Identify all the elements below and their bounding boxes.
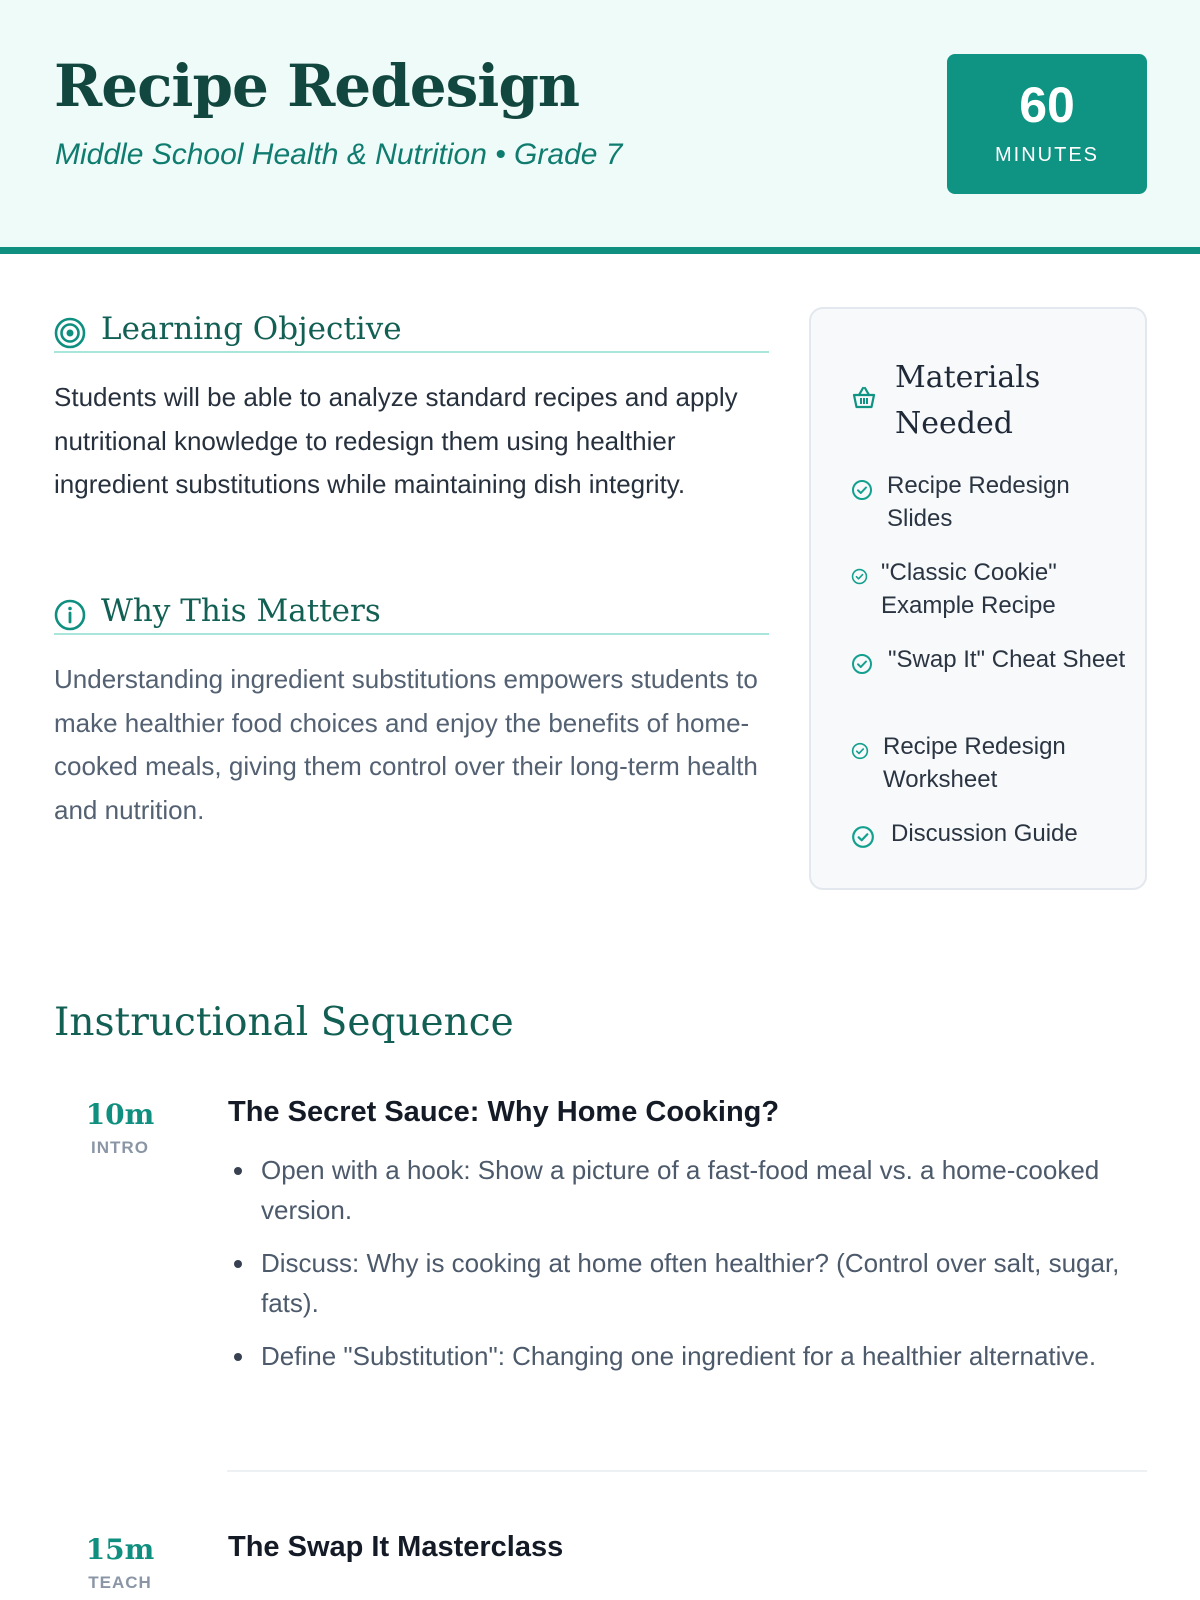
bullet-dot bbox=[234, 1353, 242, 1361]
duration-label: MINUTES bbox=[995, 144, 1099, 166]
check-circle-icon bbox=[851, 742, 869, 760]
check-circle-icon bbox=[851, 825, 875, 849]
check-circle-icon bbox=[851, 653, 873, 675]
material-label: Recipe Redesign Slides bbox=[887, 472, 1070, 532]
bullet-dot bbox=[234, 1167, 242, 1175]
lesson-subtitle: Middle School Health & Nutrition • Grade 7 bbox=[55, 138, 623, 171]
check-circle-icon bbox=[851, 568, 868, 585]
lesson-header bbox=[0, 0, 1200, 254]
bullet-dot bbox=[234, 1260, 242, 1268]
material-label: Recipe Redesign Worksheet bbox=[883, 733, 1066, 793]
material-label: Discussion Guide bbox=[891, 820, 1078, 847]
duration-value: 60 bbox=[1019, 77, 1075, 133]
duration-badge bbox=[947, 54, 1147, 194]
why-section-header bbox=[54, 591, 769, 635]
lesson-title: Recipe Redesign bbox=[54, 52, 580, 120]
info-icon bbox=[54, 599, 86, 631]
why-heading: Why This Matters bbox=[101, 593, 381, 629]
objective-text: Students will be able to analyze standard recipes and apply nutritional knowledge to redesign them using healthier ingredient substitutions while maintaining dish integrity. bbox=[54, 382, 738, 499]
bullet-text: Open with a hook: Show a picture of a fast-food meal vs. a home-cooked version. bbox=[261, 1155, 1100, 1225]
step-duration: 15m bbox=[85, 1533, 155, 1566]
step-phase: INTRO bbox=[91, 1138, 149, 1157]
material-label: "Classic Cookie" Example Recipe bbox=[881, 559, 1057, 619]
sequence-heading: Instructional Sequence bbox=[54, 1000, 514, 1045]
why-text: Understanding ingredient substitutions empowers students to make healthier food choices and enjoy the benefits of home-cooked meals, giving them control over their long-term health and nutrition. bbox=[54, 664, 758, 825]
objective-heading: Learning Objective bbox=[101, 311, 402, 347]
basket-icon bbox=[851, 385, 877, 411]
check-circle-icon bbox=[851, 479, 873, 501]
target-icon bbox=[54, 317, 86, 349]
step-duration: 10m bbox=[85, 1098, 155, 1131]
step-title: The Secret Sauce: Why Home Cooking? bbox=[228, 1096, 780, 1128]
bullet-text: Define "Substitution": Changing one ingredient for a healthier alternative. bbox=[261, 1341, 1097, 1371]
bullet-text: Discuss: Why is cooking at home often healthier? (Control over salt, sugar, fats). bbox=[261, 1248, 1120, 1318]
step-phase: TEACH bbox=[88, 1573, 152, 1592]
objective-section-header bbox=[54, 309, 769, 353]
materials-heading: Materials Needed bbox=[895, 360, 1041, 441]
step-title: The Swap It Masterclass bbox=[228, 1531, 564, 1563]
material-label: "Swap It" Cheat Sheet bbox=[888, 646, 1126, 673]
step-divider bbox=[227, 1470, 1147, 1472]
materials-card bbox=[809, 307, 1147, 890]
